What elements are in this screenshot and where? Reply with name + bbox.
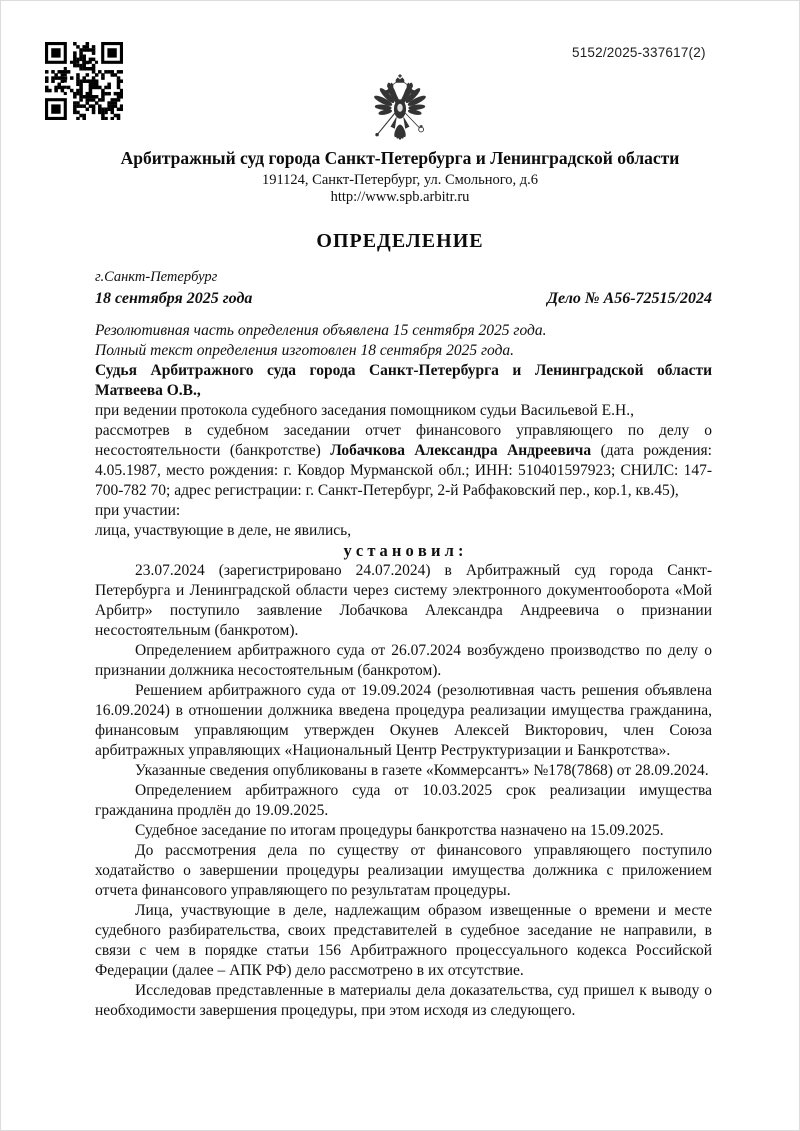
body-paragraph: Исследовав представленные в материалы дела доказательства, суд пришел к выводу о необходимости завершения процедуры, при этом исходя из следующего. (95, 982, 712, 1019)
qr-code (45, 42, 123, 120)
body-paragraph: Решением арбитражного суда от 19.09.2024 (резолютивная часть решения объявлена 16.09.2024) в отношении должника введена процедура реализации имущества гражданина, финансовым управляющим утвержден Окунев Алексей Викторович, член Союза арбитражных управляющих «Национальный Центр Реструктуризации и Банкротства». (95, 682, 712, 759)
issue-date: 18 сентября 2025 года (95, 290, 253, 307)
resolutive-part-line: Резолютивная часть определения объявлена 15 сентября 2025 года. (95, 322, 547, 339)
judge-line: Судья Арбитражного суда города Санкт-Петербурга и Ленинградской области Матвеева О.В., (95, 362, 712, 399)
date-case-row (95, 289, 712, 309)
body-paragraph: 23.07.2024 (зарегистрировано 24.07.2024) в Арбитражный суд города Санкт-Петербурга и Ленинградской области через систему электронного документооборота «Мой Арбитр» поступило заявление Лобачкова Александра Андреевича о признании несостоятельным (банкротом). (95, 562, 712, 639)
case-intro-suffix: (дата рождения: 4.05.1987, место рождения: г. Ковдор Мурманской обл.; ИНН: 510401597923; СНИЛС: 147-700-782 70; адрес регистрации: г. Санкт-Петербург, 2-й Рабфаковский пер., кор.1, кв.45), (95, 442, 712, 499)
attendance-label: при участии: (95, 502, 181, 519)
document-body (95, 267, 712, 1021)
body-paragraph: Определением арбитражного суда от 26.07.2024 возбуждено производство по делу о признании должника несостоятельным (банкротом). (95, 642, 712, 679)
case-intro-prefix: рассмотрев в судебном заседании отчет финансового управляющего по делу о несостоятельности (банкротстве) (95, 422, 712, 459)
full-text-line: Полный текст определения изготовлен 18 сентября 2025 года. (95, 342, 515, 359)
body-paragraph: До рассмотрения дела по существу от финансового управляющего поступило ходатайство о завершении процедуры реализации имущества должника с приложением отчета финансового управляющего по результатам процедуры. (95, 842, 712, 899)
case-intro-paragraph (95, 421, 712, 501)
case-number: Дело № А56-72515/2024 (547, 290, 712, 307)
body-paragraph: Лица, участвующие в деле, надлежащим образом извещенные о времени и месте судебного разбирательства, своих представителей в судебное заседание не направили, в связи с чем в порядке статьи 156 Арбитражного процессуального кодекса Российской Федерации (далее – АПК РФ) дело рассмотрено в их отсутствие. (95, 902, 712, 979)
clerk-line: при ведении протокола судебного заседания помощником судьи Васильевой Е.Н., (95, 402, 634, 419)
body-paragraph: Указанные сведения опубликованы в газете «Коммерсантъ» №178(7868) от 28.09.2024. (135, 762, 709, 779)
spacer (95, 309, 712, 321)
body-paragraph: Судебное заседание по итогам процедуры банкротства назначено на 15.09.2025. (135, 822, 664, 839)
court-name: Арбитражный суд города Санкт-Петербурга и Ленинградской области (120, 148, 680, 168)
court-website-url: http://www.spb.arbitr.ru (330, 189, 470, 205)
court-address: 191124, Санкт-Петербург, ул. Смольного, д.6 (261, 172, 539, 188)
ustanovil-heading: у с т а н о в и л : (343, 541, 464, 560)
body-paragraph: Определением арбитражного суда от 10.03.2025 срок реализации имущества гражданина продлён до 19.09.2025. (95, 782, 712, 819)
document-title: ОПРЕДЕЛЕНИЕ (316, 230, 484, 252)
attendance-line: лица, участвующие в деле, не явились, (95, 522, 352, 539)
debtor-name: Лобачкова Александра Андреевича (330, 442, 592, 459)
issue-city: г.Санкт-Петербург (95, 269, 218, 285)
coat-of-arms-eagle-icon (363, 74, 437, 144)
document-registration-number: 5152/2025-337617(2) (572, 45, 706, 60)
